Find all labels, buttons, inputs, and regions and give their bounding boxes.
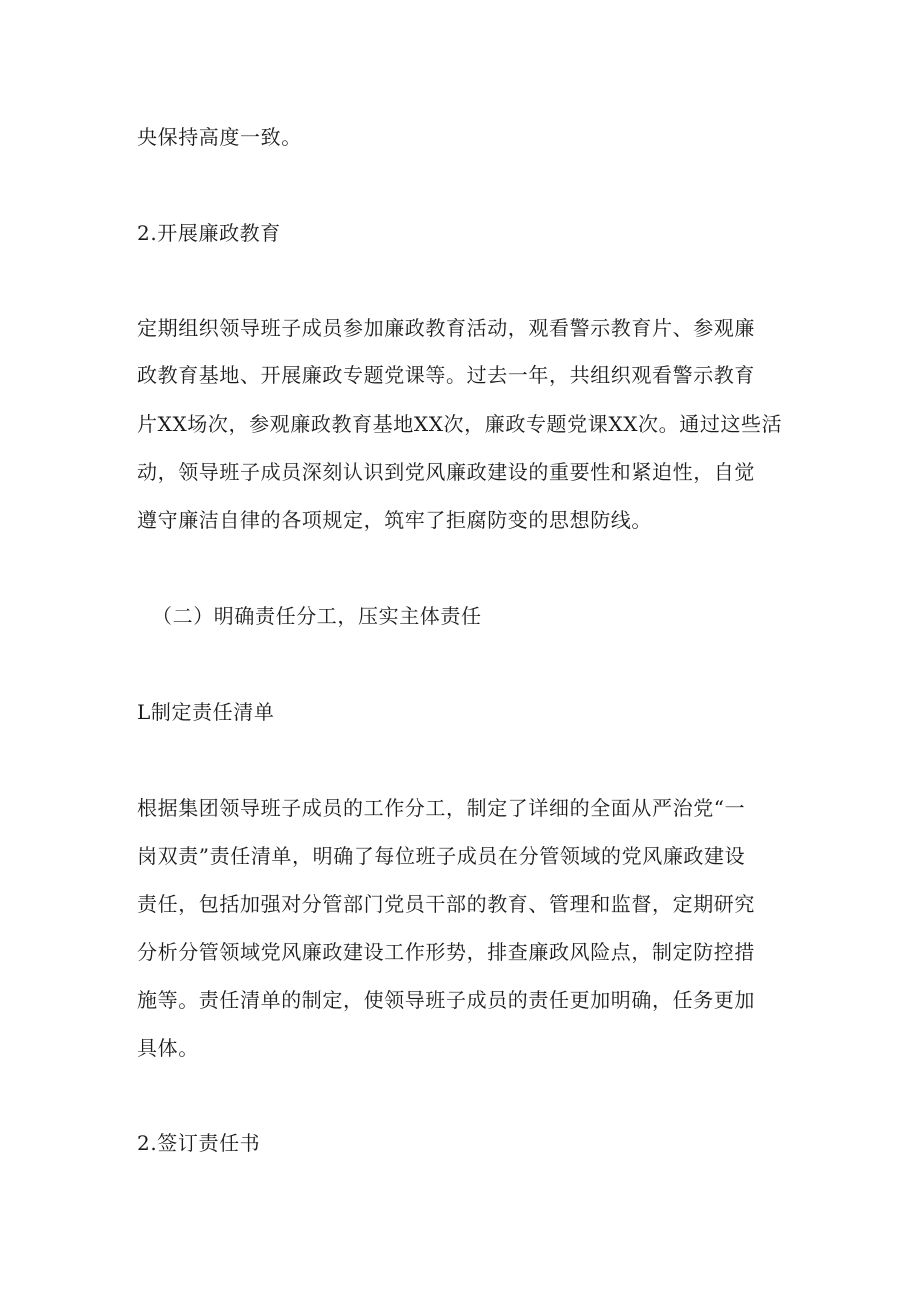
paragraph-line: 遵守廉洁自律的各项规定，筑牢了拒腐防变的思想防线。 [137,508,652,532]
continued-text-line: 央保持高度一致。 [137,125,302,149]
paragraph-line: 定期组织领导班子成员参加廉政教育活动，观看警示教育片、参观廉 [137,316,755,340]
subheading-sign-responsibility: 2.签订责任书 [137,1131,261,1155]
paragraph-line: 片XX场次，参观廉政教育基地XX次，廉政专题党课XX次。通过这些活 [137,412,783,436]
paragraph-line: 责任，包括加强对分管部门党员干部的教育、管理和监督，定期研究 [137,892,755,916]
paragraph-line: 岗双责”责任清单，明确了每位班子成员在分管领域的党风廉政建设 [137,844,746,868]
paragraph-line: 政教育基地、开展廉政专题党课等。过去一年，共组织观看警示教育 [137,363,755,387]
paragraph-line: 动，领导班子成员深刻认识到党风廉政建设的重要性和紧迫性，自觉 [137,460,755,484]
section-heading-two: （二）明确责任分工，压实主体责任 [152,604,482,628]
paragraph-line: 根据集团领导班子成员的工作分工，制定了详细的全面从严治党“一 [137,796,746,820]
paragraph-line: 分析分管领域党风廉政建设工作形势，排查廉政风险点，制定防控措 [137,940,755,964]
subheading-responsibility-list: L制定责任清单 [137,700,275,724]
paragraph-line: 具体。 [137,1036,199,1060]
subheading-education: 2.开展廉政教育 [137,221,281,245]
paragraph-line: 施等。责任清单的制定，使领导班子成员的责任更加明确，任务更加 [137,988,755,1012]
